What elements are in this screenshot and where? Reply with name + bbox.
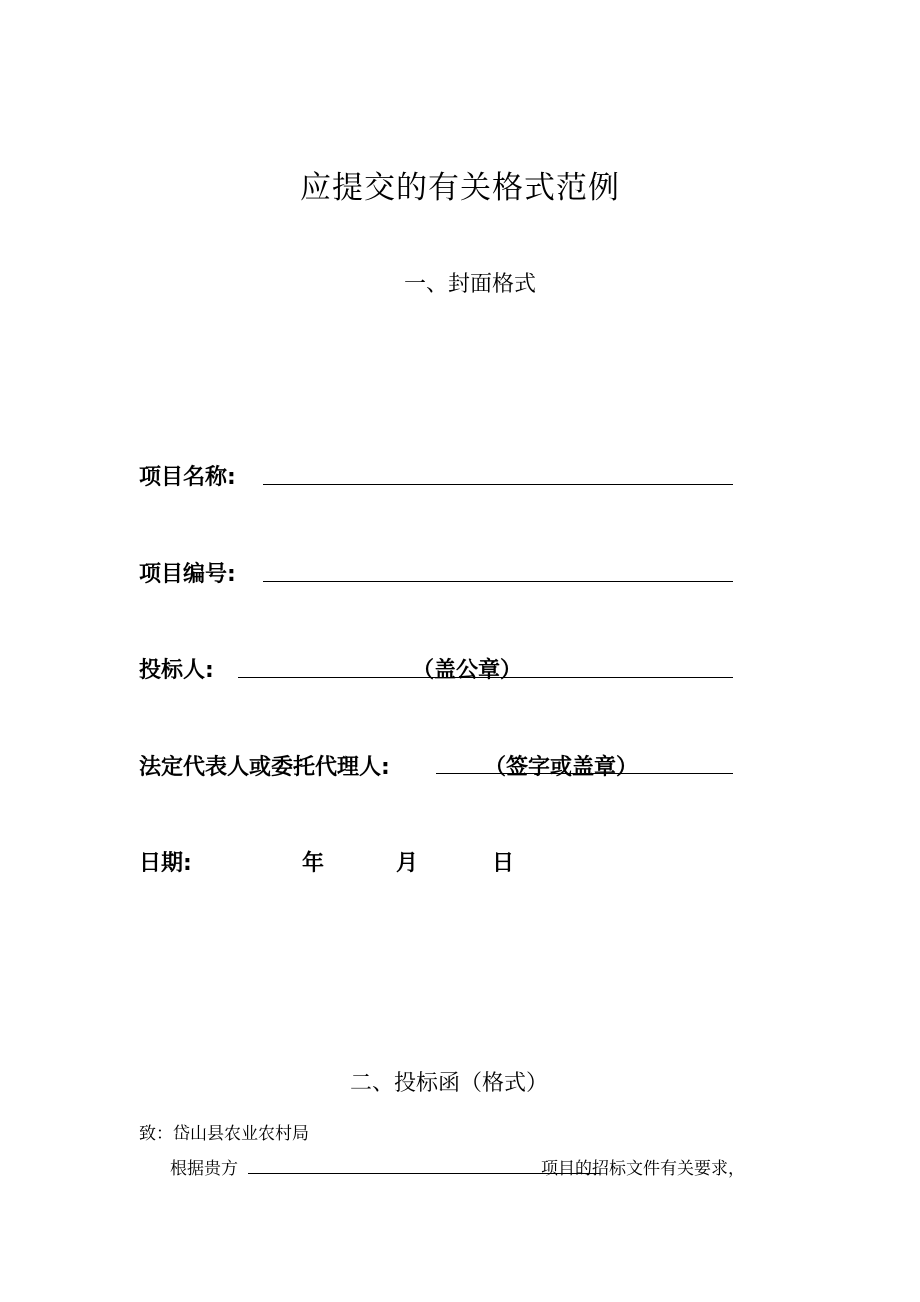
project-name-label: 项目名称: (139, 465, 236, 490)
letter-recipient: 致：岱山县农业农村局 (139, 1124, 309, 1144)
document-title: 应提交的有关格式范例 (300, 170, 620, 206)
representative-label: 法定代表人或委托代理人: (139, 755, 390, 780)
letter-paragraph-end: 项目的招标文件有关要求， (541, 1159, 745, 1179)
bidder-seal-note: （盖公章） (412, 658, 523, 683)
section2-heading: 二、投标函（格式） (350, 1071, 549, 1096)
date-label: 日期: (139, 851, 192, 876)
project-number-label: 项目编号: (139, 562, 236, 587)
letter-paragraph-start: 根据贵方 (170, 1159, 238, 1179)
section1-heading: 一、封面格式 (404, 272, 537, 297)
date-day: 日 (492, 851, 515, 876)
bidder-label: 投标人: (139, 658, 214, 683)
project-number-line (263, 581, 733, 582)
date-month: 月 (396, 851, 419, 876)
representative-sign-note: （签字或盖章） (484, 755, 639, 780)
date-year: 年 (302, 851, 325, 876)
project-name-line (263, 484, 733, 485)
